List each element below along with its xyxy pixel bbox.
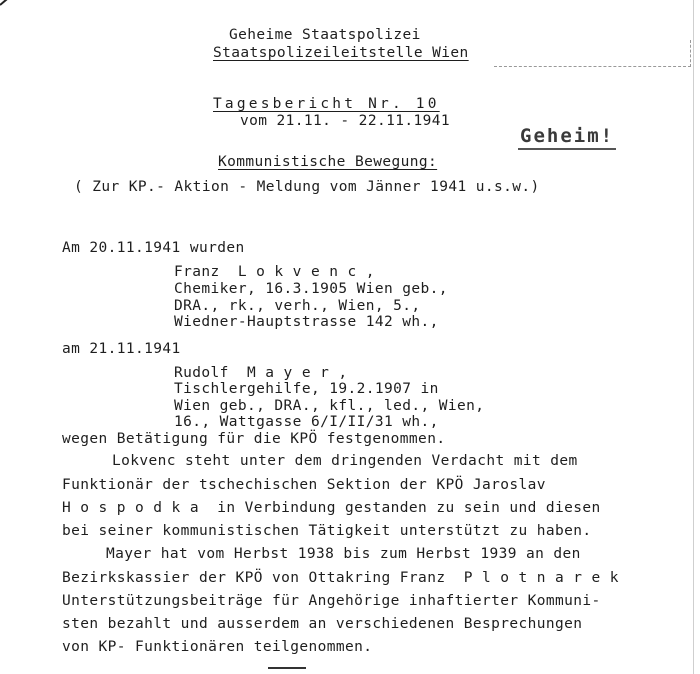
body-line: sten bezahlt und ausserdem an verschiedenen Besprechungen xyxy=(62,616,583,632)
body-line: Wiedner-Hauptstrasse 142 wh., xyxy=(174,314,439,330)
body-line: H o s p o d k a in Verbindung gestanden zu sein und diesen xyxy=(62,500,601,516)
body-line: Chemiker, 16.3.1905 Wien geb., xyxy=(174,281,448,297)
report-title: Tagesbericht Nr. 10 xyxy=(213,96,440,112)
secret-stamp: Geheim! xyxy=(518,125,616,150)
subject-reference: ( Zur KP.- Aktion - Meldung vom Jänner 1941 u.s.w.) xyxy=(74,179,540,195)
office-name: Staatspolizeileitstelle Wien xyxy=(213,45,469,61)
page-end-mark xyxy=(268,667,306,669)
body-line: bei seiner kommunistischen Tätigkeit unterstützt zu haben. xyxy=(62,523,592,539)
body-line: Am 20.11.1941 wurden xyxy=(62,240,245,256)
body-line: Tischlergehilfe, 19.2.1907 in xyxy=(174,381,439,397)
body-line: Franz L o k v e n c , xyxy=(174,264,375,280)
agency-name: Geheime Staatspolizei xyxy=(229,27,421,43)
body-line: am 21.11.1941 xyxy=(62,341,181,357)
dashed-box-mark xyxy=(494,40,691,67)
body-line: Mayer hat vom Herbst 1938 bis zum Herbst 1939 an den xyxy=(106,546,581,562)
report-period: vom 21.11. - 22.11.1941 xyxy=(240,113,450,129)
body-line: Bezirkskassier der KPÖ von Ottakring Franz P l o t n a r e k xyxy=(62,570,619,586)
body-line: Funktionär der tschechischen Sektion der KPÖ Jaroslav xyxy=(62,477,546,493)
subject-heading: Kommunistische Bewegung: xyxy=(218,154,438,170)
body-line: Rudolf M a y e r , xyxy=(174,365,348,381)
body-line: Unterstützungsbeiträge für Angehörige inhaftierter Kommuni- xyxy=(62,593,601,609)
body-line: von KP- Funktionären teilgenommen. xyxy=(62,639,373,655)
body-line: Lokvenc steht unter dem dringenden Verdacht mit dem xyxy=(112,453,578,469)
body-line: DRA., rk., verh., Wien, 5., xyxy=(174,298,421,314)
body-line: Wien geb., DRA., kfl., led., Wien, xyxy=(174,398,485,414)
body-line: 16., Wattgasse 6/I/II/31 wh., xyxy=(174,414,439,430)
body-line: wegen Betätigung für die KPÖ festgenommen. xyxy=(62,431,446,447)
page-edge xyxy=(693,0,694,674)
margin-mark xyxy=(0,0,14,6)
